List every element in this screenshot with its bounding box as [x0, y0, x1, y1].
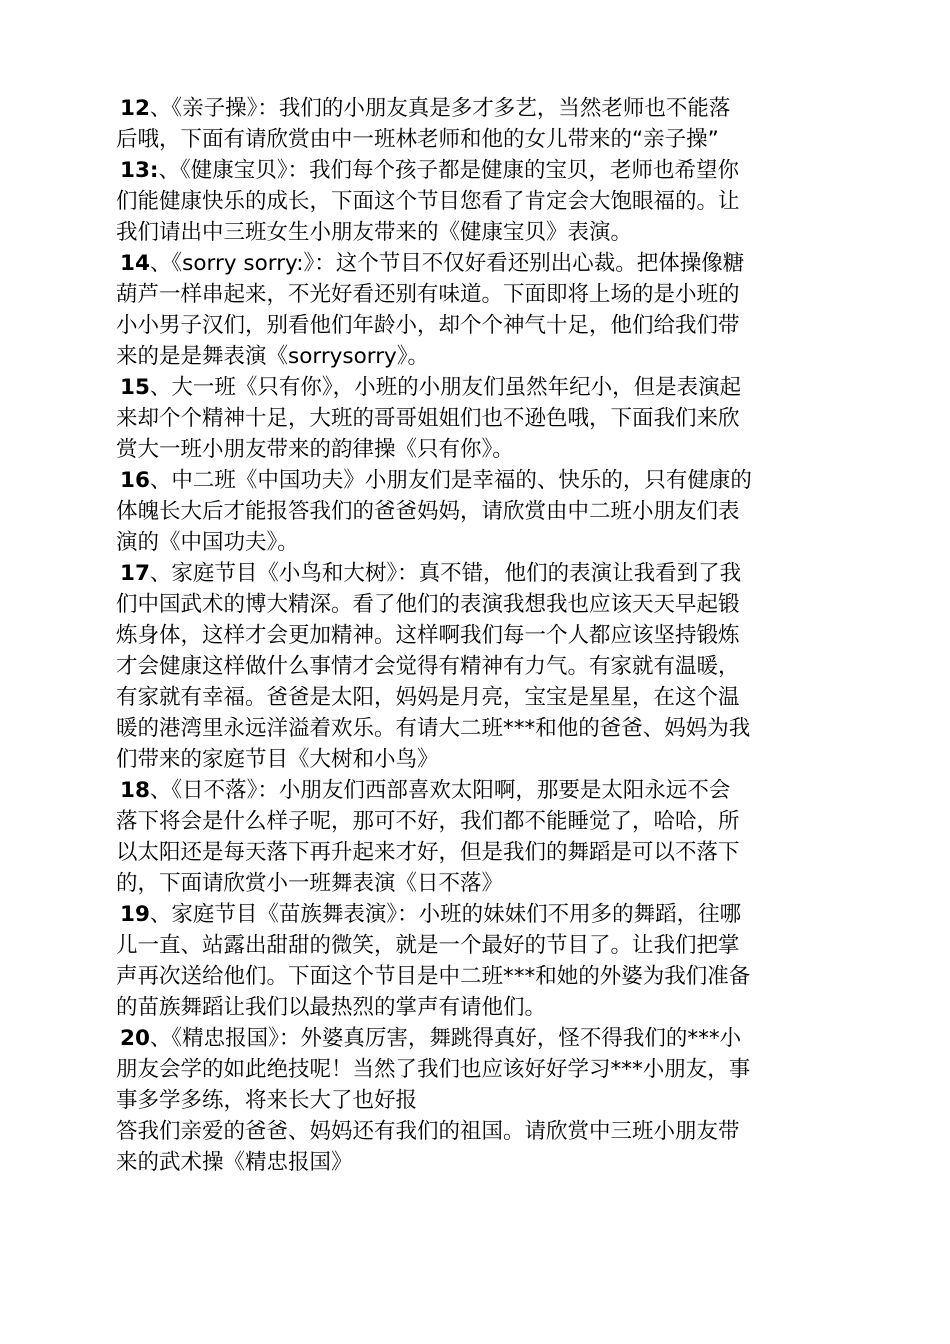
line-text: 们中国武术的博大精深。看了他们的表演我想我也应该天天早起锻: [116, 592, 740, 617]
line-text: 小小男子汉们，别看他们年龄小，却个个神气十足，他们给我们带: [116, 313, 740, 338]
text-line: [116, 124, 836, 155]
item-heading-line: [116, 248, 836, 279]
line-text: 事多学多练，将来长大了也好报: [116, 1088, 418, 1113]
line-text: 答我们亲爱的爸爸、妈妈还有我们的祖国。请欣赏中三班小朋友带: [116, 1119, 740, 1144]
line-text: 、《日不落》：小朋友们西部喜欢太阳啊，那要是太阳永远不会: [149, 778, 731, 803]
line-text: 赏大一班小朋友带来的韵律操《只有你》。: [116, 437, 514, 462]
text-line: [116, 186, 836, 217]
line-text: 、中二班《中国功夫》小朋友们是幸福的、快乐的，只有健康的: [149, 468, 752, 493]
text-line: [116, 713, 836, 744]
line-text: 我们请出中三班女生小朋友带来的《健康宝贝》表演。: [116, 220, 633, 245]
item-number: 19: [120, 902, 150, 927]
line-text: 暖的港湾里永远洋溢着欢乐。有请大二班***和他的爸爸、妈妈为我: [116, 716, 751, 741]
text-line: [116, 496, 836, 527]
text-line: [116, 310, 836, 341]
line-text: 体魄长大后才能报答我们的爸爸妈妈，请欣赏由中二班小朋友们表: [116, 499, 740, 524]
line-text: 有家就有幸福。爸爸是太阳，妈妈是月亮，宝宝是星星，在这个温: [116, 685, 740, 710]
line-text: 后哦，下面有请欣赏由中一班林老师和他的女儿带来的“亲子操”: [116, 127, 719, 152]
item-heading-line: [116, 558, 836, 589]
item-heading-line: [116, 93, 836, 124]
text-line: [116, 806, 836, 837]
line-text: 来却个个精神十足，大班的哥哥姐姐们也不逊色哦，下面我们来欣: [116, 406, 740, 431]
text-line: [116, 651, 836, 682]
text-line: [116, 527, 836, 558]
line-text: 的苗族舞蹈让我们以最热烈的掌声有请他们。: [116, 995, 547, 1020]
line-text: 、《sorry sorry:》：这个节目不仅好看还别出心裁。把体操像糖: [149, 251, 745, 276]
text-line: [116, 341, 836, 372]
item-number: 16: [120, 468, 150, 493]
item-heading-line: [116, 775, 836, 806]
text-line: [116, 992, 836, 1023]
document-body: [116, 93, 836, 1178]
line-text: 来的是是舞表演《sorrysorry》。: [116, 344, 430, 369]
text-line: [116, 837, 836, 868]
item-heading-line: [116, 1023, 836, 1054]
text-line: [116, 1147, 836, 1178]
text-line: [116, 961, 836, 992]
item-heading-line: [116, 899, 836, 930]
line-text: 才会健康这样做什么事情才会觉得有精神有力气。有家就有温暖，: [116, 654, 740, 679]
line-text: 们能健康快乐的成长，下面这个节目您看了肯定会大饱眼福的。让: [116, 189, 740, 214]
line-text: 、《健康宝贝》：我们每个孩子都是健康的宝贝，老师也希望你: [158, 158, 740, 183]
item-number: 13:: [120, 158, 159, 183]
line-text: 、《亲子操》：我们的小朋友真是多才多艺，当然老师也不能落: [149, 96, 731, 121]
item-heading-line: [116, 372, 836, 403]
line-text: 来的武术操《精忠报国》: [116, 1150, 353, 1175]
line-text: 演的《中国功夫》。: [116, 530, 299, 555]
item-number: 12: [120, 96, 150, 121]
line-text: 炼身体，这样才会更加精神。这样啊我们每一个人都应该坚持锻炼: [116, 623, 740, 648]
item-heading-line: [116, 155, 836, 186]
text-line: [116, 1085, 836, 1116]
text-line: [116, 868, 836, 899]
text-line: [116, 1116, 836, 1147]
item-number: 14: [120, 251, 150, 276]
text-line: [116, 403, 836, 434]
text-line: [116, 1054, 836, 1085]
item-number: 18: [120, 778, 150, 803]
item-number: 20: [120, 1026, 150, 1051]
line-text: 葫芦一样串起来，不光好看还别有味道。下面即将上场的是小班的: [116, 282, 740, 307]
text-line: [116, 434, 836, 465]
line-text: 朋友会学的如此绝技呢！当然了我们也应该好好学习***小朋友，事: [116, 1057, 751, 1082]
line-text: 落下将会是什么样子呢，那可不好，我们都不能睡觉了，哈哈，所: [116, 809, 740, 834]
line-text: 儿一直、站露出甜甜的微笑，就是一个最好的节目了。让我们把掌: [116, 933, 740, 958]
text-line: [116, 589, 836, 620]
line-text: 、《精忠报国》：外婆真厉害，舞跳得真好，怪不得我们的***小: [149, 1026, 742, 1051]
line-text: 、家庭节目《小鸟和大树》：真不错，他们的表演让我看到了我: [149, 561, 742, 586]
line-text: 、家庭节目《苗族舞表演》：小班的妹妹们不用多的舞蹈，往哪: [149, 902, 742, 927]
text-line: [116, 682, 836, 713]
item-heading-line: [116, 465, 836, 496]
text-line: [116, 217, 836, 248]
line-text: 以太阳还是每天落下再升起来才好，但是我们的舞蹈是可以不落下: [116, 840, 740, 865]
line-text: 、大一班《只有你》，小班的小朋友们虽然年纪小，但是表演起: [149, 375, 742, 400]
item-number: 15: [120, 375, 150, 400]
text-line: [116, 279, 836, 310]
text-line: [116, 744, 836, 775]
text-line: [116, 930, 836, 961]
line-text: 们带来的家庭节目《大树和小鸟》: [116, 747, 439, 772]
line-text: 声再次送给他们。下面这个节目是中二班***和她的外婆为我们准备: [116, 964, 751, 989]
item-number: 17: [120, 561, 150, 586]
text-line: [116, 620, 836, 651]
line-text: 的，下面请欣赏小一班舞表演《日不落》: [116, 871, 504, 896]
